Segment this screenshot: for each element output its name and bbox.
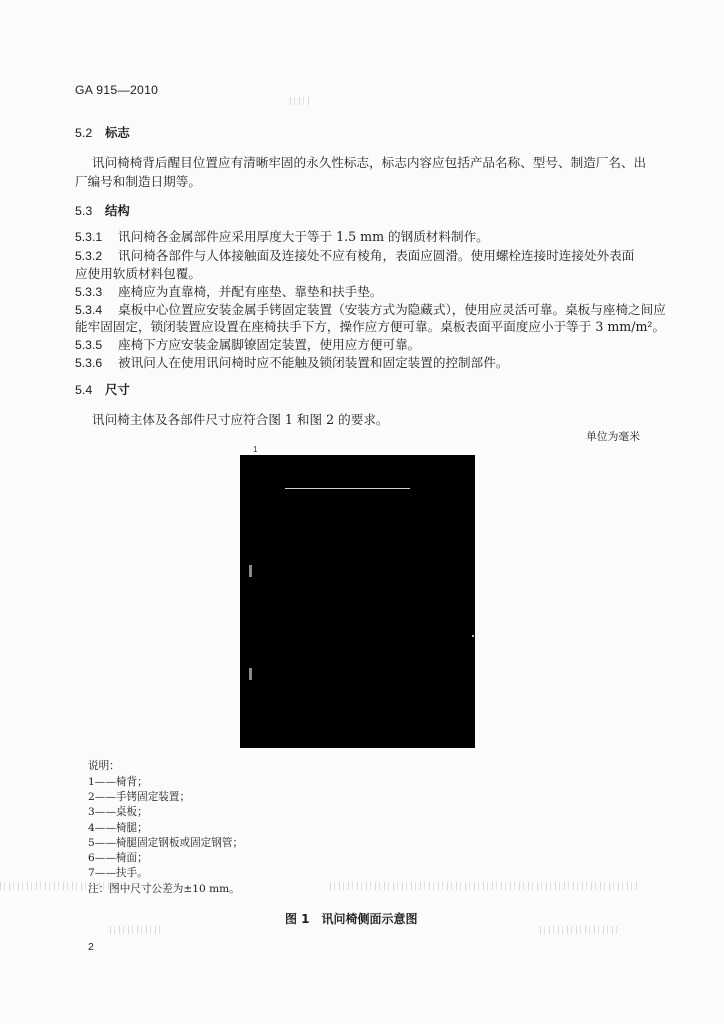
clause-5-3-2 — [75, 248, 634, 264]
legend-item: 2——手铐固定装置； — [88, 791, 191, 803]
legend-item: 5——椅腿固定钢板或固定钢管； — [88, 837, 244, 849]
paragraph-line: 讯问椅主体及各部件尺寸应符合图 1 和图 2 的要求。 — [92, 412, 389, 427]
clause-text-continued: 能牢固固定，锁闭装置应设置在座椅扶手下方，操作应方便可靠。桌板表面平面度应小于等于 3 mm/m²。 — [75, 319, 666, 334]
section-title: 结构 — [105, 203, 130, 218]
clause-text: 座椅下方应安装金属脚镣固定装置，使用应方便可靠。 — [118, 337, 421, 352]
paragraph-line: 厂编号和制造日期等。 — [75, 174, 201, 189]
clause-text-continued: 应使用软质材料包覆。 — [75, 266, 201, 281]
section-number: 5.3 — [75, 204, 93, 218]
clause-5-3-3 — [75, 284, 382, 300]
legend-item: 4——椅腿； — [88, 822, 148, 834]
section-heading-5-4 — [75, 382, 130, 398]
clause-number: 5.3.6 — [75, 356, 103, 370]
figure-number: 图 1 — [285, 912, 310, 926]
clause-number: 5.3.1 — [75, 230, 103, 244]
unit-note: 单位为毫米 — [586, 430, 640, 443]
scan-noise — [540, 926, 620, 934]
dimension-mark — [249, 668, 252, 680]
clause-number: 5.3.3 — [75, 285, 103, 299]
scan-noise — [330, 882, 640, 890]
legend-title: 说明： — [88, 760, 120, 772]
legend-item: 3——桌板； — [88, 806, 148, 818]
figure-desk-edge-line — [285, 488, 410, 489]
section-heading-5-3 — [75, 203, 130, 219]
page-number: 2 — [88, 941, 94, 953]
scan-noise — [290, 97, 310, 105]
clause-5-3-1 — [75, 229, 489, 245]
figure-caption — [285, 911, 418, 927]
section-title: 标志 — [105, 125, 130, 140]
clause-5-3-4 — [75, 302, 666, 318]
clause-text: 讯问椅各金属部件应采用厚度大于等于 1.5 mm 的钢质材料制作。 — [118, 229, 489, 244]
legend-item: 6——椅面； — [88, 852, 148, 864]
section-number: 5.2 — [75, 126, 93, 140]
clause-text: 桌板中心位置应安装金属手铐固定装置（安装方式为隐藏式），使用应灵活可靠。桌板与座椅之间应 — [118, 302, 666, 317]
figure-title: 讯问椅侧面示意图 — [321, 912, 418, 926]
figure-mark — [472, 635, 474, 637]
clause-5-3-5 — [75, 337, 420, 353]
figure-note: 注：图中尺寸公差为±10 mm。 — [88, 883, 240, 895]
clause-text: 讯问椅各部件与人体接触面及连接处不应有棱角，表面应圆滑。使用螺栓连接时连接处外表面 — [118, 248, 635, 263]
clause-number: 5.3.5 — [75, 338, 103, 352]
clause-number: 5.3.2 — [75, 249, 103, 263]
clause-text: 座椅应为直靠椅，并配有座垫、靠垫和扶手垫。 — [118, 284, 383, 299]
clause-5-3-6 — [75, 355, 508, 371]
clause-number: 5.3.4 — [75, 303, 103, 317]
figure-callout-label: 1 — [253, 445, 258, 454]
paragraph-line: 讯问椅椅背后醒目位置应有清晰牢固的永久性标志，标志内容应包括产品名称、型号、制造厂名、出 — [92, 155, 647, 170]
section-heading-5-2 — [75, 125, 130, 141]
clause-text: 被讯问人在使用讯问椅时应不能触及锁闭装置和固定装置的控制部件。 — [118, 355, 509, 370]
legend-item: 7——扶手。 — [88, 867, 148, 879]
section-title: 尺寸 — [105, 382, 130, 397]
chair-side-view-figure — [240, 455, 475, 748]
dimension-mark — [249, 565, 252, 577]
legend-item: 1——椅背； — [88, 776, 148, 788]
scan-noise — [110, 926, 160, 934]
section-number: 5.4 — [75, 383, 93, 397]
standard-code: GA 915—2010 — [75, 83, 159, 97]
